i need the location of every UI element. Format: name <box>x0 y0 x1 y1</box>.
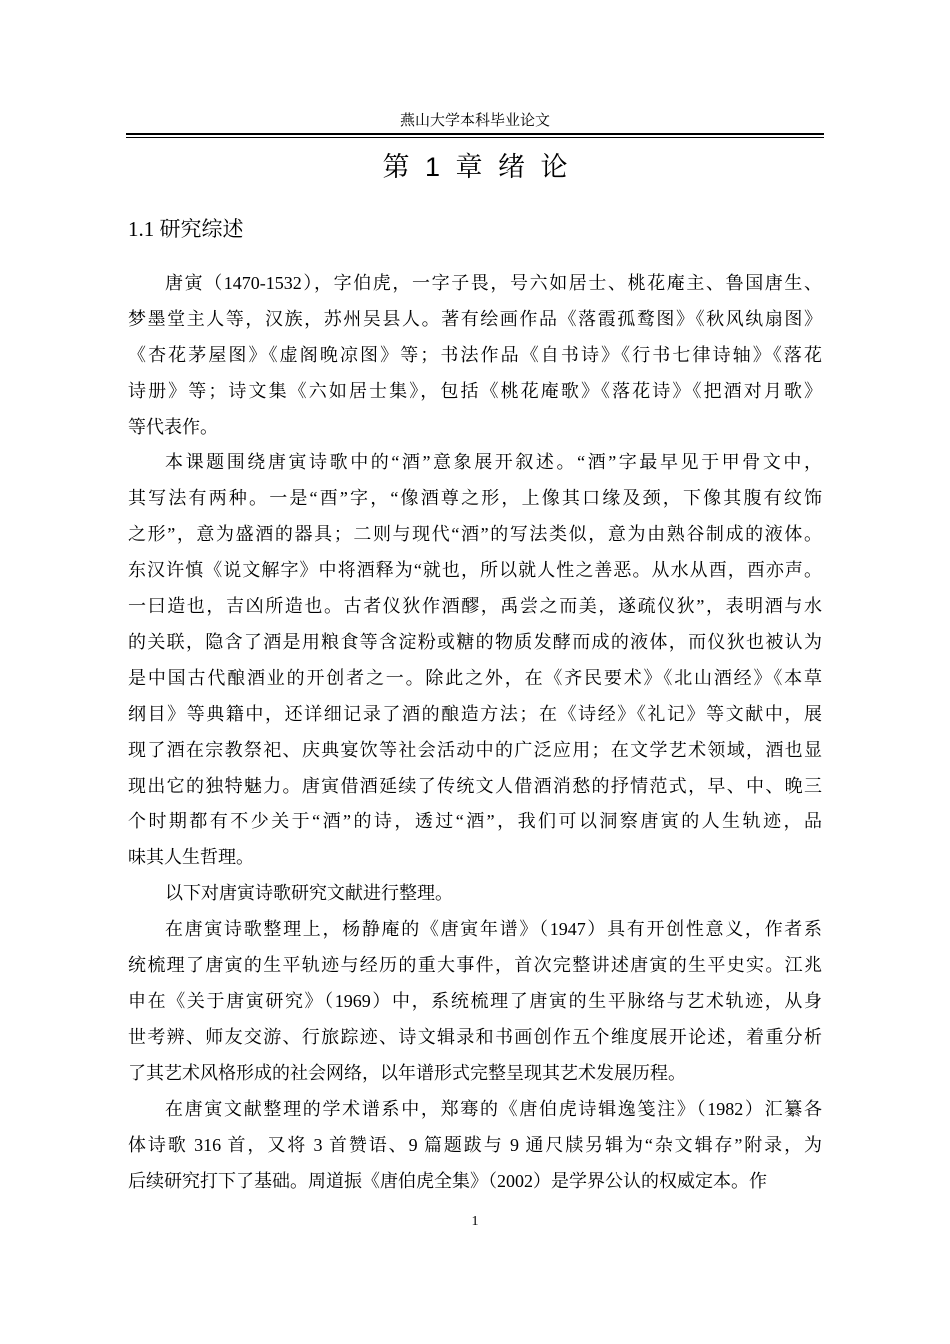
paragraph-line: 纲目》等典籍中，还详细记录了酒的酿造方法；在《诗经》《礼记》等文献中，展 <box>128 704 822 724</box>
paragraph-line: 是中国古代酿酒业的开创者之一。除此之外，在《齐民要术》《北山酒经》《本草 <box>128 668 822 688</box>
paragraph-line: 后续研究打下了基础。周道振《唐伯虎全集》（2002）是学界公认的权威定本。作 <box>128 1171 767 1191</box>
paragraph-line: 在唐寅文献整理的学术谱系中，郑骞的《唐伯虎诗辑逸笺注》（1982）汇纂各 <box>165 1099 822 1119</box>
chapter-title: 第 1 章 绪 论 <box>382 152 568 182</box>
section-heading: 1.1 研究综述 <box>128 217 244 241</box>
paragraph-line: 了其艺术风格形成的社会网络，以年谱形式完整呈现其艺术发展历程。 <box>128 1063 686 1083</box>
paragraph-line: 味其人生哲理。 <box>128 847 254 867</box>
paragraph-line: 个时期都有不少关于“酒”的诗，透过“酒”，我们可以洞察唐寅的人生轨迹，品 <box>128 811 822 831</box>
paragraph-line: 申在《关于唐寅研究》（1969）中，系统梳理了唐寅的生平脉络与艺术轨迹，从身 <box>128 991 822 1011</box>
paragraph-line: 现了酒在宗教祭祀、庆典宴饮等社会活动中的广泛应用；在文学艺术领域，酒也显 <box>128 740 822 760</box>
paragraph-line: 之形”，意为盛酒的器具；二则与现代“酒”的写法类似，意为由熟谷制成的液体。 <box>128 524 822 544</box>
paragraph-line: 统梳理了唐寅的生平轨迹与经历的重大事件，首次完整讲述唐寅的生平史实。江兆 <box>128 955 822 975</box>
paragraph-line: 体诗歌 316 首，又将 3 首赞语、9 篇题跋与 9 通尺牍另辑为“杂文辑存”附录，为 <box>128 1135 822 1155</box>
paragraph-line: 现出它的独特魅力。唐寅借酒延续了传统文人借酒消愁的抒情范式，早、中、晚三 <box>128 776 822 796</box>
header-rule-thin <box>126 137 824 138</box>
paragraph-line: 等代表作。 <box>128 417 218 437</box>
paragraph-line: 以下对唐寅诗歌研究文献进行整理。 <box>165 883 453 903</box>
paragraph-line: 的关联，隐含了酒是用粮食等含淀粉或糖的物质发酵而成的液体，而仪狄也被认为 <box>128 632 822 652</box>
header-rule <box>126 133 824 135</box>
paragraph-line: 本课题围绕唐寅诗歌中的“酒”意象展开叙述。“酒”字最早见于甲骨文中， <box>165 452 822 472</box>
paragraph-line: 唐寅（1470-1532），字伯虎，一字子畏，号六如居士、桃花庵主、鲁国唐生、 <box>165 273 822 293</box>
paragraph-line: 梦墨堂主人等，汉族，苏州吴县人。著有绘画作品《落霞孤鹜图》《秋风纨扇图》 <box>128 309 822 329</box>
paragraph-line: 东汉许慎《说文解字》中将酒释为“就也，所以就人性之善恶。从水从酉，酉亦声。 <box>128 560 822 580</box>
paragraph-line: 世考辨、师友交游、行旅踪迹、诗文辑录和书画创作五个维度展开论述，着重分析 <box>128 1027 822 1047</box>
paragraph-line: 其写法有两种。一是“酉”字，“像酒尊之形，上像其口缘及颈，下像其腹有纹饰 <box>128 488 822 508</box>
paragraph-line: 在唐寅诗歌整理上，杨静庵的《唐寅年谱》（1947）具有开创性意义，作者系 <box>165 919 822 939</box>
running-header: 燕山大学本科毕业论文 <box>399 113 550 129</box>
page-number: 1 <box>471 1214 479 1229</box>
paragraph-line: 一曰造也，吉凶所造也。古者仪狄作酒醪，禹尝之而美，遂疏仪狄”，表明酒与水 <box>128 596 822 616</box>
paragraph-line: 《杏花茅屋图》《虚阁晚凉图》等；书法作品《自书诗》《行书七律诗轴》《落花 <box>128 345 822 365</box>
paragraph-line: 诗册》等；诗文集《六如居士集》，包括《桃花庵歌》《落花诗》《把酒对月歌》 <box>128 381 822 401</box>
